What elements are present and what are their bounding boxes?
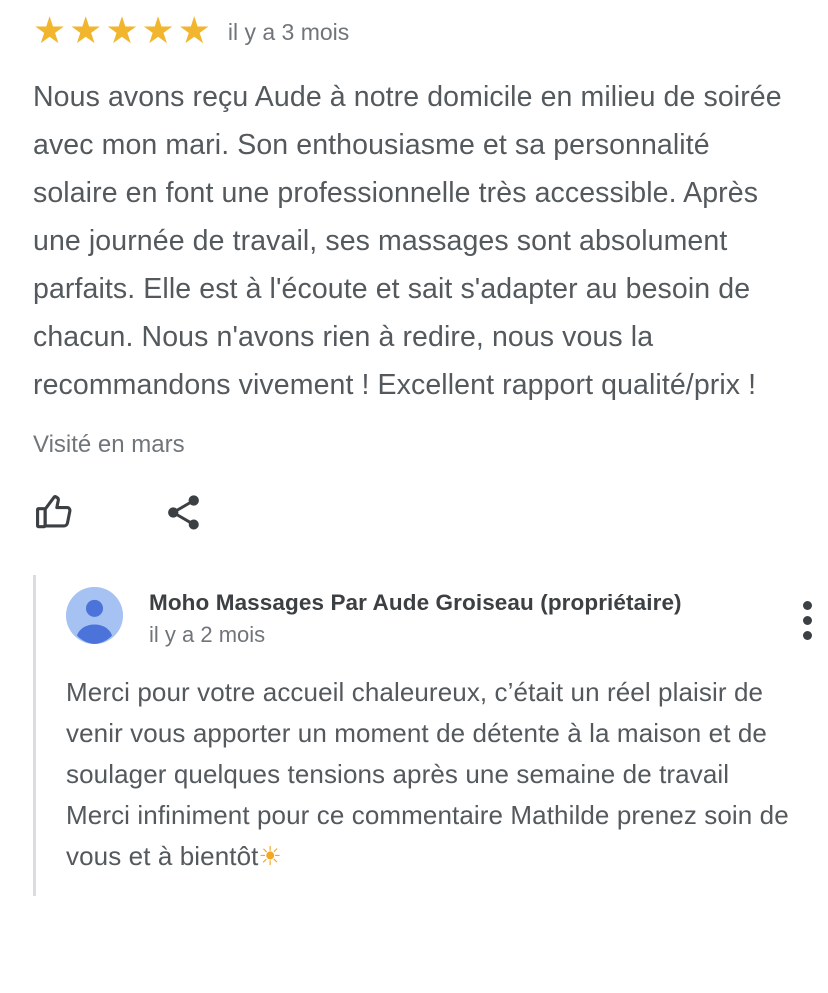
owner-avatar <box>66 587 123 644</box>
person-avatar-icon <box>66 587 123 644</box>
visited-label: Visité en mars <box>33 431 185 458</box>
three-dot-menu-icon <box>803 601 812 610</box>
owner-reply-text <box>66 672 798 878</box>
review-actions <box>33 489 795 535</box>
owner-reply-header <box>66 587 828 648</box>
more-options-button[interactable] <box>797 595 818 646</box>
sun-emoji-icon: ☀ <box>258 842 282 872</box>
owner-reply-paragraph: Merci infiniment pour ce commentaire Mathilde prenez soin de vous et à bientôt☀ <box>66 800 789 872</box>
owner-name: Moho Massages Par Aude Groiseau (propriétaire) <box>149 590 682 615</box>
owner-meta <box>149 587 797 648</box>
like-button[interactable] <box>33 489 77 535</box>
share-icon <box>163 490 204 535</box>
owner-reply-timestamp: il y a 2 mois <box>149 622 266 647</box>
review-text: Nous avons reçu Aude à notre domicile en milieu de soirée avec mon mari. Son enthousiasme et sa personnalité solaire en font une professionnelle très accessible. Après une journée de travail, ses massages sont absolument parfaits. Elle est à l'écoute et sait s'adapter au besoin de chacun. Nous n'avons rien à redire, nous vous la recommandons vivement ! Excellent rapport qualité/prix ! <box>33 81 782 401</box>
owner-reply-paragraph: Merci pour votre accueil chaleureux, c’était un réel plaisir de venir vous apporter un moment de détente à la maison et de soulager quelques tensions après une semaine de travail <box>66 677 767 789</box>
rating-row <box>33 12 795 49</box>
owner-reply <box>33 575 828 896</box>
thumb-up-icon <box>33 489 77 535</box>
share-button[interactable] <box>163 490 204 535</box>
review-timestamp: il y a 3 mois <box>227 18 350 45</box>
star-rating-icons: ★★★★★ <box>33 10 214 51</box>
